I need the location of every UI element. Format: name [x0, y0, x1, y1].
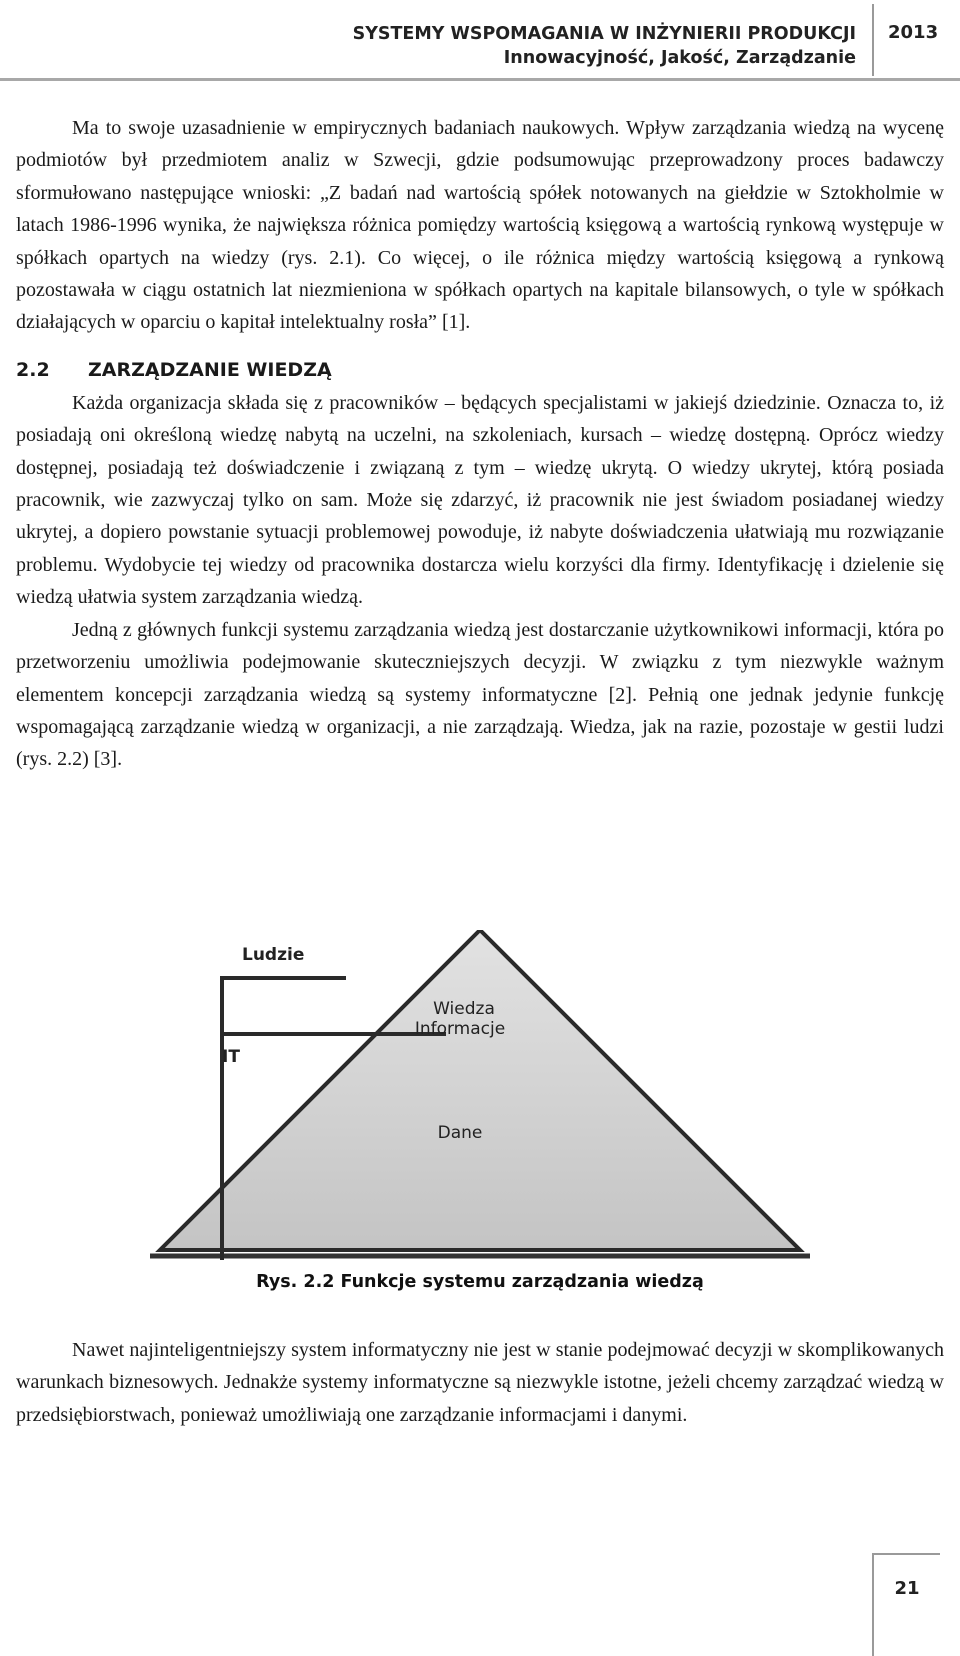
level-informacje: Informacje [414, 1019, 506, 1039]
closing-content [16, 1334, 944, 1431]
label-it: IT [222, 1047, 240, 1067]
section-number: 2.2 [16, 358, 50, 381]
paragraph-1: Ma to swoje uzasadnienie w empirycznych badaniach naukowych. Wpływ zarządzania wiedzą na wycenę podmiotów był przedmiotem analiz w Szwecji, gdzie podsumowując przeprowadzony proces badawczy sformułowano następujące wnioski: „Z badań nad wartością spółek notowanych na giełdzie w Sztokholmie w latach 1986-1996 wynika, że największa różnica pomiędzy wartością księgową a wartością rynkową występuje w spółkach opartych na wiedzy (rys. 2.1). Co więcej, o ile różnica między wartością księgową a rynkową pozostawała w ciągu ostatnich lat niezmieniona w spółkach opartych na kapitale bilansowych, o tyle w spółkach działających w oparciu o kapitał intelektualny rosła” [1]. [16, 117, 944, 334]
ludzie-bracket-top [220, 976, 346, 980]
level-dane: Dane [437, 1123, 483, 1143]
journal-title-line2: Innowacyjność, Jakość, Zarządzanie [503, 48, 856, 68]
section-title: ZARZĄDZANIE WIEDZĄ [88, 358, 332, 381]
section-heading [16, 353, 944, 387]
header-rule [0, 78, 960, 81]
paragraph-3: Jedną z głównych funkcji systemu zarządzania wiedzą jest dostarczanie użytkownikowi informacji, która po przetworzeniu umożliwia podejmowanie skuteczniejszych decyzji. W związku z tym niezwykle ważnym elementem koncepcji zarządzania wiedzą są systemy informatyczne [2]. Pełnią one jednak jedynie funkcję wspomagającą zarządzanie wiedzą w organizacji, a nie zarządzają. Wiedza, jak na razie, pozostaje w gestii ludzi (rys. 2.2) [3]. [16, 618, 944, 771]
pyramid-figure [150, 930, 820, 1260]
label-ludzie: Ludzie [242, 945, 305, 965]
it-bracket-top [220, 1032, 446, 1036]
page-number: 21 [894, 1578, 920, 1599]
figure-caption: Rys. 2.2 Funkcje systemu zarządzania wiedzą [256, 1272, 704, 1292]
journal-year: 2013 [888, 22, 939, 43]
journal-title [353, 22, 856, 70]
paragraph-4: Nawet najinteligentniejszy system informatyczny nie jest w stanie podejmować decyzji w skomplikowanych warunkach biznesowych. Jednakże systemy informatyczne są niezwykle istotne, jeżeli chcemy zarządzać wiedzą w przedsiębiorstwach, ponieważ umożliwiają one zarządzanie informacjami i danymi. [16, 1339, 944, 1426]
main-content [16, 112, 944, 776]
journal-title-line1: SYSTEMY WSPOMAGANIA W INŻYNIERII PRODUKCJI [352, 24, 856, 44]
page-number-box [872, 1553, 940, 1656]
header-separator [872, 4, 874, 76]
paragraph-2: Każda organizacja składa się z pracowników – będących specjalistami w jakiejś dziedzinie. Oznacza to, iż posiadają oni określoną wiedzę nabytą na uczelni, na szkoleniach, kursach – wiedzę dostępną. Oprócz wiedzy dostępnej, posiadają też doświadczenie i związaną z tym – wiedzę ukrytą. O wiedzy ukrytej, którą posiada pracownik, wie zazwyczaj tylko on sam. Może się zdarzyć, iż pracownik nie jest świadom posiadanej wiedzy ukrytej, a dopiero powstanie sytuacji problemowej powoduje, iż nabyte doświadczenia ułatwiają mu rozwiązanie problemu. Wydobycie tej wiedzy od pracownika dostarcza wielu korzyści dla firmy. Identyfikację i dzielenie się wiedzą ułatwia system zarządzania wiedzą. [16, 391, 944, 609]
page-header [0, 0, 960, 80]
level-wiedza: Wiedza [433, 999, 495, 1019]
